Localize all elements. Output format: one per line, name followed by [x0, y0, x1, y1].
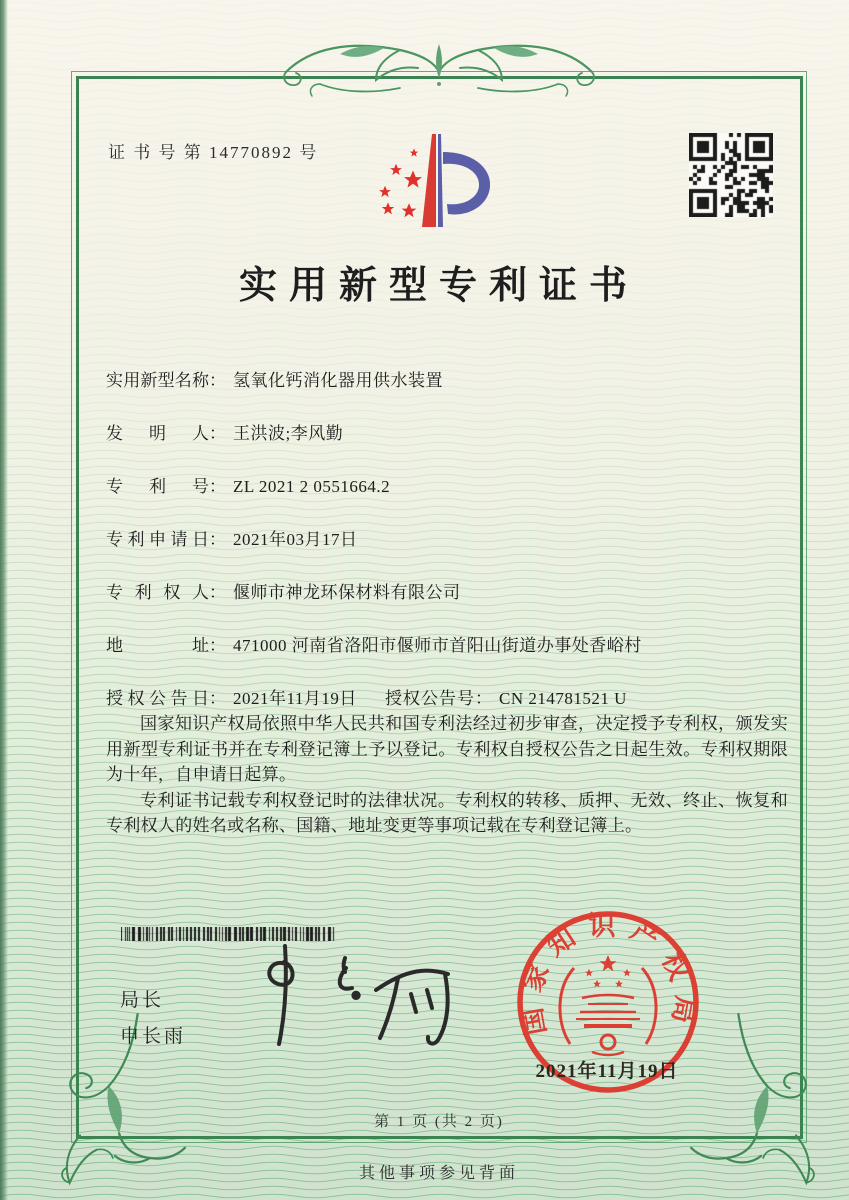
- label-colon: ：: [209, 689, 226, 708]
- certificate-title: 实用新型专利证书: [238, 265, 639, 307]
- field-value: 王洪波;李风勤: [233, 424, 344, 443]
- field-value: CN 214781521 U: [499, 689, 627, 708]
- legal-paragraph-2: 专利证书记载专利权登记时的法律状况。专利权的转移、质押、无效、终止、恢复和专利权人的姓名或名称、国籍、地址变更等事项记载在专利登记簿上。: [106, 790, 788, 836]
- field-label: 实用新型名称: [106, 371, 209, 390]
- seal-date: 2021年11月19日: [535, 1061, 679, 1082]
- field-label: 专利号: [106, 477, 209, 496]
- field-label: 发明人: [106, 424, 209, 443]
- label-colon: ：: [209, 530, 226, 549]
- label-colon: ：: [209, 583, 226, 602]
- label-colon: ：: [209, 424, 226, 443]
- cnipa-logo: [340, 122, 515, 237]
- field-value: 偃师市神龙环保材料有限公司: [233, 583, 461, 602]
- legal-paragraph-1: 国家知识产权局依照中华人民共和国专利法经过初步审查，决定授予专利权，颁发实用新型专利证书并在专利登记簿上予以登记。专利权自授权公告之日起生效。专利权期限为十年，自申请日起算。: [106, 714, 788, 785]
- commissioner-signature: [248, 938, 463, 1056]
- field-value: 2021年03月17日: [233, 530, 358, 549]
- field-row-inventor: [106, 419, 343, 444]
- national-emblem-icon: [560, 955, 656, 1055]
- commissioner-name: 申长雨: [120, 1026, 187, 1047]
- field-row-filing-date: [106, 525, 358, 550]
- label-colon: ：: [209, 371, 226, 390]
- legal-text-block: [106, 711, 788, 839]
- label-colon: ：: [209, 636, 226, 655]
- top-center-flourish-ornament: [280, 26, 598, 110]
- seal-text: 国家知识产权局: [514, 911, 702, 1038]
- field-row-address: [106, 631, 642, 656]
- field-value: ZL 2021 2 0551664.2: [233, 477, 391, 496]
- field-grant-publication-no: [385, 684, 627, 709]
- commissioner-role: 局长: [120, 990, 165, 1011]
- field-label: 地址: [106, 636, 209, 655]
- logo-stars-icon: [379, 149, 422, 218]
- field-value: 氢氧化钙消化器用供水装置: [233, 371, 443, 390]
- field-label: 专利权人: [106, 583, 209, 602]
- field-row-name: [106, 366, 443, 391]
- page-number: 第 1 页 (共 2 页): [374, 1114, 504, 1130]
- field-value: 2021年11月19日: [233, 689, 357, 708]
- field-label: 专利申请日: [106, 530, 209, 549]
- back-side-note: 其他事项参见背面: [358, 1165, 519, 1182]
- label-colon: ：: [209, 477, 226, 496]
- field-label: 授权公告日: [106, 689, 209, 708]
- label-colon: ：: [475, 689, 492, 708]
- qr-code: [689, 133, 773, 217]
- field-row-patent-no: [106, 472, 390, 497]
- field-row-grant-date: [106, 684, 627, 709]
- field-label: 授权公告号: [385, 689, 475, 708]
- field-row-patentee: [106, 578, 461, 603]
- certificate-number: 证 书 号 第 14770892 号: [108, 143, 319, 162]
- scan-left-edge: [0, 0, 8, 1200]
- field-value: 471000 河南省洛阳市偃师市首阳山街道办事处香峪村: [233, 636, 642, 655]
